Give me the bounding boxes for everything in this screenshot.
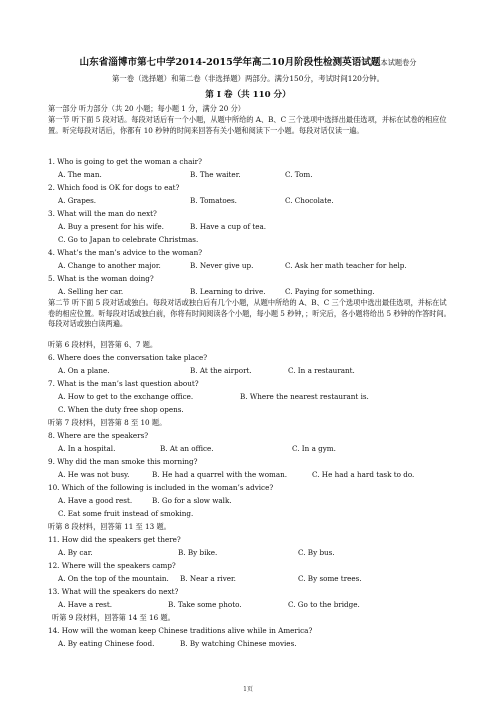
q6-option-a: A. On a plane. <box>58 366 110 375</box>
q9-option-c: C. He had a hard task to do. <box>312 470 415 479</box>
q7-option-a: A. How to get to the exchange office. <box>58 392 194 401</box>
question-13: 13. What will the speakers do next? <box>48 587 179 596</box>
q9-option-a: A. He was not busy. <box>58 470 130 479</box>
q13-option-b: B. Take some photo. <box>168 600 242 609</box>
exam-subtitle: 第一卷（选择题）和第二卷（非选择题）两部分。满分150分，考试时间120分钟。 <box>111 74 385 83</box>
q1-option-a: A. The man. <box>58 170 102 179</box>
question-14: 14. How will the woman keep Chinese traditions alive while in America? <box>48 626 313 635</box>
q14-option-b: B. By watching Chinese movies. <box>180 639 297 648</box>
question-7: 7. What is the man’s last question about? <box>48 379 199 388</box>
q9-option-b: B. He had a quarrel with the woman. <box>152 470 288 479</box>
question-2: 2. Which food is OK for dogs to eat? <box>48 183 180 192</box>
q12-option-a: A. On the top of the mountain. <box>58 574 169 583</box>
instruction-6: 听第 6 段材料，回答第 6、7 题。 <box>48 340 158 349</box>
q7-option-c: C. When the duty free shop opens. <box>58 405 184 414</box>
q12-option-c: C. By some trees. <box>298 574 362 583</box>
q5-option-b: B. Learning to drive. <box>190 287 266 296</box>
question-12: 12. Where will the speakers camp? <box>48 561 176 570</box>
q1-option-c: C. Tom. <box>285 170 313 179</box>
question-3: 3. What will the man do next? <box>48 209 157 218</box>
q12-option-b: B. Near a river. <box>180 574 236 583</box>
title-main: 山东省淄博市第七中学2014-2015学年高二10月阶段性检测英语试题 <box>79 57 381 68</box>
part1-heading: 第一部分 听力部分（共 20 小题；每小题 1 分，满分 20 分） <box>48 104 245 113</box>
q4-option-a: A. Change to another major. <box>58 261 161 270</box>
q10-option-c: C. Eat some fruit instead of smoking. <box>58 509 194 518</box>
q11-option-c: C. By bus. <box>298 548 335 557</box>
section1-instructions: 第一节 听下面 5 段对话。每段对话后有一个小题，从题中所给的 A、B、C 三个选项中选择出最佳选项，并标在试卷的相应位置。听完每段对话后，你都有 10 秒钟的时间来回答有关小题和阅读下一小题。每段对话仅读一遍。 <box>48 115 447 135</box>
instruction-8: 听第 8 段材料，回答第 11 至 13 题。 <box>48 522 171 531</box>
q6-option-c: C. In a restaurant. <box>288 366 355 375</box>
question-1: 1. Who is going to get the woman a chair? <box>48 157 202 166</box>
q6-option-b: B. At the airport. <box>190 366 252 375</box>
question-6: 6. Where does the conversation take place? <box>48 353 208 362</box>
section2-instructions: 第二节 听下面 5 段对话或独白。每段对话或独白后有几个小题，从题中所给的 A、B、C 三个选项中选出最佳选项，并标在试卷的相应位置。听每段对话或独白前，你将有时间阅读各个小题，每小题 5 秒钟，；听完后，各小题将给出 5 秒钟的作答时间。每段对话或独白读两遍。 <box>48 298 451 328</box>
question-10: 10. Which of the following is included in the woman’s advice? <box>48 483 274 492</box>
question-8: 8. Where are the speakers? <box>48 431 149 440</box>
question-11: 11. How did the speakers get there? <box>48 535 181 544</box>
question-5: 5. What is the woman doing? <box>48 274 154 283</box>
instruction-9: 听第 9 段材料，回答第 14 至 16 题。 <box>52 613 175 622</box>
q11-option-a: A. By car. <box>58 548 93 557</box>
q4-option-c: C. Ask her math teacher for help. <box>285 261 407 270</box>
question-9: 9. Why did the man smoke this morning? <box>48 457 198 466</box>
q5-option-a: A. Selling her car. <box>58 287 124 296</box>
q1-option-b: B. The waiter. <box>190 170 241 179</box>
page-number: 1页 <box>243 686 253 693</box>
q8-option-a: A. In a hospital. <box>58 444 116 453</box>
q11-option-b: B. By bike. <box>178 548 218 557</box>
q8-option-b: B. At an office. <box>160 444 214 453</box>
q14-option-a: A. By eating Chinese food. <box>58 639 155 648</box>
q3-option-b: B. Have a cup of tea. <box>190 222 267 231</box>
q5-option-c: C. Paying for something. <box>285 287 375 296</box>
instruction-7: 听第 7 段材料，回答第 8 至 10 题。 <box>48 418 167 427</box>
title-note: 本试题卷分 <box>380 58 417 67</box>
q10-option-b: B. Go for a slow walk. <box>152 496 232 505</box>
exam-title <box>0 54 496 68</box>
q10-option-a: A. Have a good rest. <box>58 496 133 505</box>
q2-option-c: C. Chocolate. <box>285 196 334 205</box>
q8-option-c: C. In a gym. <box>292 444 336 453</box>
question-4: 4. What’s the man’s advice to the woman? <box>48 248 203 257</box>
q3-option-a: A. Buy a present for his wife. <box>58 222 164 231</box>
q13-option-c: C. Go to the bridge. <box>288 600 360 609</box>
section-heading: 第 I 卷（共 110 分） <box>205 90 291 100</box>
q13-option-a: A. Have a rest. <box>58 600 113 609</box>
q7-option-b: B. Where the nearest restaurant is. <box>240 392 369 401</box>
q4-option-b: B. Never give up. <box>190 261 254 270</box>
q3-option-c: C. Go to Japan to celebrate Christmas. <box>58 235 199 244</box>
q2-option-b: B. Tomatoes. <box>190 196 237 205</box>
q2-option-a: A. Grapes. <box>58 196 97 205</box>
